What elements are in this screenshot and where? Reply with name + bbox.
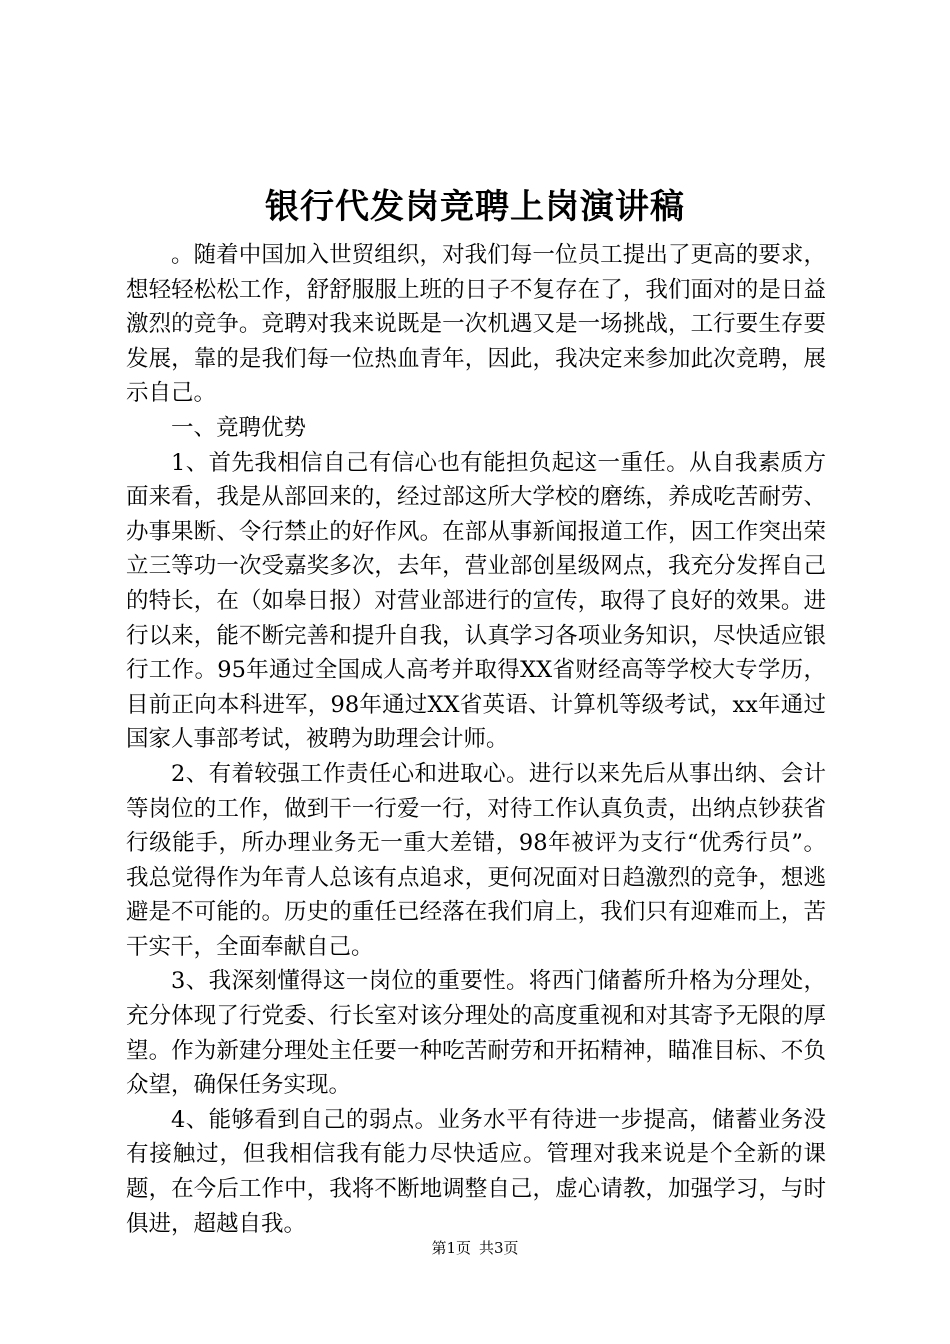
section-heading: 一、竞聘优势: [171, 414, 307, 441]
paragraph-intro: 。随着中国加入世贸组织，对我们每一位员工提出了更高的要求，想轻轻松松工作，舒舒服服上班的日子不复存在了，我们面对的是日益激烈的竞争。竞聘对我来说既是一次机遇又是一场挑战，工行要生存要发展，靠的是我们每一位热血青年，因此，我决定来参加此次竞聘，展示自己。: [126, 242, 826, 407]
page-number: 第1页: [431, 1239, 471, 1257]
document-title: 银行代发岗竞聘上岗演讲稿: [265, 187, 685, 227]
paragraph-point-1: 1、首先我相信自己有信心也有能担负起这一重任。从自我素质方面来看，我是从部回来的，经过部这所大学校的磨练，养成吃苦耐劳、办事果断、令行禁止的好作风。在部从事新闻报道工作，因工作突出荣立三等功一次受嘉奖多次，去年，营业部创星级网点，我充分发挥自己的特长，在（如皋日报）对营业部进行的宣传，取得了良好的效果。进行以来，能不断完善和提升自我，认真学习各项业务知识，尽快适应银行工作。95年通过全国成人高考并取得XX省财经高等学校大专学历，目前正向本科进军，98年通过XX省英语、计算机等级考试，xx年通过国家人事部考试，被聘为助理会计师。: [126, 449, 826, 753]
paragraph-point-4: 4、能够看到自己的弱点。业务水平有待进一步提高，储蓄业务没有接触过，但我相信我有能力尽快适应。管理对我来说是个全新的课题，在今后工作中，我将不断地调整自己，虚心请教，加强学习，与时俱进，超越自我。: [126, 1106, 826, 1237]
paragraph-point-2: 2、有着较强工作责任心和进取心。进行以来先后从事出纳、会计等岗位的工作，做到干一行爱一行，对待工作认真负责，出纳点钞获省行级能手，所办理业务无一重大差错，98年被评为支行“优秀行员”。我总觉得作为年青人总该有点追求，更何况面对日趋激烈的竞争，想逃避是不可能的。历史的重任已经落在我们肩上，我们只有迎难而上，苦干实干，全面奉献自己。: [126, 760, 826, 960]
paragraph-point-3: 3、我深刻懂得这一岗位的重要性。将西门储蓄所升格为分理处，充分体现了行党委、行长室对该分理处的高度重视和对其寄予无限的厚望。作为新建分理处主任要一种吃苦耐劳和开拓精神，瞄准目标、不负众望，确保任务实现。: [126, 968, 826, 1099]
page-footer: [0, 1238, 950, 1258]
page-total: 共3页: [479, 1239, 519, 1257]
document-body: [126, 238, 826, 1241]
